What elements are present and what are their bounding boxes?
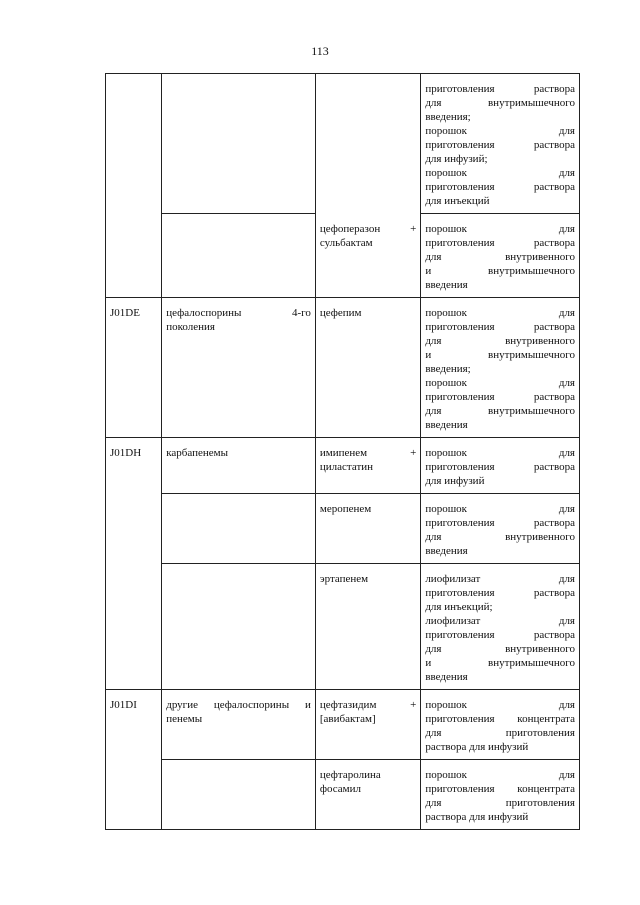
dosage-form-cell (421, 438, 580, 494)
group-cell: другие цефалоспорины и пенемы (162, 690, 316, 760)
table-row (106, 214, 580, 298)
dosage-form-line: введения; (425, 363, 471, 375)
dosage-form-cell (421, 564, 580, 690)
atc-code-cell: J01DI (106, 690, 162, 760)
table-row (106, 74, 580, 214)
dosage-form-line: порошок для (425, 503, 575, 515)
drug-name-cell: имипенем + циластатин (315, 438, 420, 494)
dosage-form-line: для инфузий (425, 475, 485, 487)
table-row (106, 438, 580, 494)
dosage-form-line: раствора для инфузий (425, 741, 529, 753)
dosage-form-line: для инъекций; (425, 601, 493, 613)
dosage-form-line: порошок для (425, 377, 575, 389)
dosage-form-line: для инъекций (425, 195, 490, 207)
atc-code-cell: J01DH (106, 438, 162, 494)
dosage-form-cell (421, 690, 580, 760)
dosage-form-line: порошок для (425, 223, 575, 235)
dosage-form-cell (421, 74, 580, 214)
dosage-form-line: для приготовления (425, 797, 575, 809)
atc-code-cell: J01DE (106, 298, 162, 438)
table-row (106, 760, 580, 830)
dosage-form-line: порошок для (425, 769, 575, 781)
group-cell (162, 760, 316, 830)
dosage-form-line: порошок для (425, 699, 575, 711)
page-number: 113 (311, 44, 329, 58)
dosage-form-line: для приготовления (425, 727, 575, 739)
dosage-form-line: и внутримышечного (425, 657, 575, 669)
group-cell (162, 564, 316, 690)
dosage-form-line: лиофилизат для (425, 573, 575, 585)
table-row (106, 298, 580, 438)
dosage-form-line: приготовления раствора (425, 391, 575, 403)
dosage-form-cell (421, 214, 580, 298)
table-row (106, 690, 580, 760)
dosage-form-line: для внутривенного (425, 335, 575, 347)
dosage-form-cell (421, 494, 580, 564)
group-cell: цефалоспорины 4-го поколения (162, 298, 316, 438)
dosage-form-line: введения (425, 419, 468, 431)
drug-name-cell: эртапенем (315, 564, 420, 690)
dosage-form-cell (421, 298, 580, 438)
dosage-form-line: порошок для (425, 307, 575, 319)
dosage-form-line: для внутримышечного (425, 97, 575, 109)
dosage-form-line: раствора для инфузий (425, 811, 529, 823)
dosage-form-line: введения (425, 279, 468, 291)
dosage-form-line: приготовления раствора (425, 181, 575, 193)
dosage-form-line: введения; (425, 111, 471, 123)
dosage-form-line: для инфузий; (425, 153, 488, 165)
group-cell (162, 494, 316, 564)
dosage-form-line: приготовления раствора (425, 321, 575, 333)
drug-name-cell: цефтазидим + [авибактам] (315, 690, 420, 760)
dosage-form-line: приготовления раствора (425, 461, 575, 473)
atc-code-cell (106, 74, 162, 214)
atc-code-cell (106, 214, 162, 298)
drug-name-cell: цефоперазон + сульбактам (315, 214, 420, 298)
dosage-form-line: для внутривенного (425, 251, 575, 263)
drug-name-cell: меропенем (315, 494, 420, 564)
dosage-form-line: приготовления раствора (425, 237, 575, 249)
dosage-form-line: для внутривенного (425, 643, 575, 655)
dosage-form-line: приготовления раствора (425, 83, 575, 95)
dosage-form-line: порошок для (425, 125, 575, 137)
dosage-form-line: порошок для (425, 447, 575, 459)
dosage-form-line: приготовления раствора (425, 587, 575, 599)
dosage-form-line: для внутривенного (425, 531, 575, 543)
dosage-form-line: введения (425, 671, 468, 683)
drug-name-cell: цефтаролина фосамил (315, 760, 420, 830)
drug-name-cell (315, 74, 420, 214)
table-row (106, 564, 580, 690)
table-row (106, 494, 580, 564)
dosage-form-line: приготовления раствора (425, 629, 575, 641)
group-cell: карбапенемы (162, 438, 316, 494)
group-cell (162, 214, 316, 298)
dosage-form-line: для внутримышечного (425, 405, 575, 417)
dosage-form-line: приготовления концентрата (425, 713, 575, 725)
atc-code-cell (106, 564, 162, 690)
dosage-form-line: введения (425, 545, 468, 557)
dosage-form-line: лиофилизат для (425, 615, 575, 627)
atc-code-cell (106, 494, 162, 564)
dosage-form-line: и внутримышечного (425, 349, 575, 361)
dosage-form-cell (421, 760, 580, 830)
dosage-form-line: приготовления концентрата (425, 783, 575, 795)
dosage-form-line: порошок для (425, 167, 575, 179)
atc-code-cell (106, 760, 162, 830)
dosage-form-line: и внутримышечного (425, 265, 575, 277)
dosage-form-line: приготовления раствора (425, 139, 575, 151)
group-cell (162, 74, 316, 214)
medication-table (105, 73, 580, 830)
drug-name-cell: цефепим (315, 298, 420, 438)
dosage-form-line: приготовления раствора (425, 517, 575, 529)
